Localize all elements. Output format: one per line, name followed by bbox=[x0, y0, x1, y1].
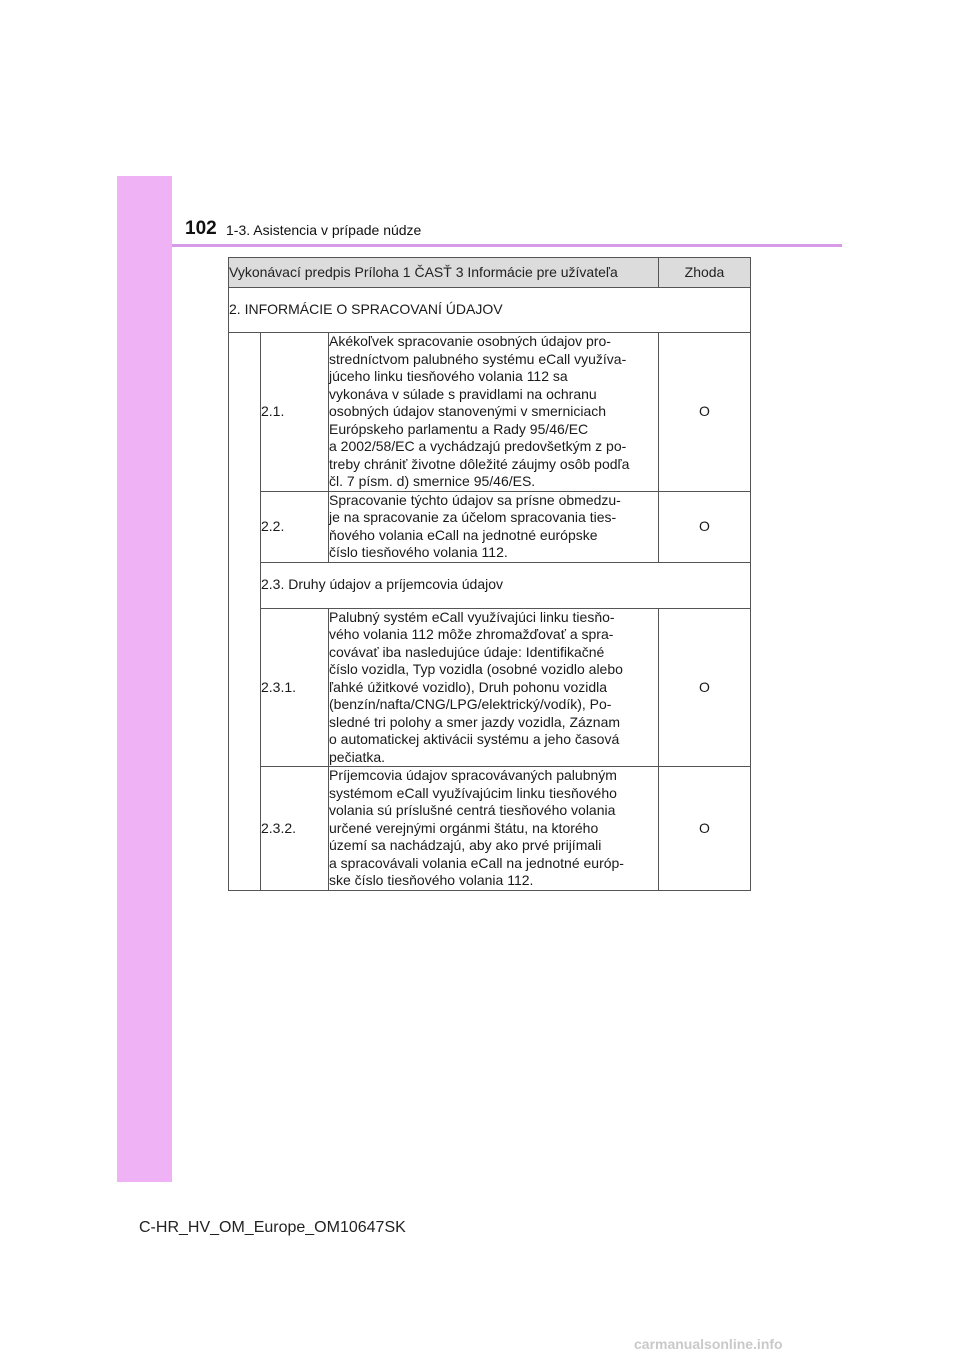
table-row bbox=[229, 333, 751, 492]
indent-cell bbox=[229, 333, 261, 891]
compliance-mark: O bbox=[659, 491, 751, 562]
column-header-requirement: Vykonávací predpis Príloha 1 ČASŤ 3 Informácie pre užívateľa bbox=[229, 258, 659, 288]
column-header-compliance: Zhoda bbox=[659, 258, 751, 288]
clause-text: Palubný systém eCall využívajúci linku tiesňo- vého volania 112 môže zhromažďovať a spra- covávať iba nasledujúce údaje: Identifikačné číslo vozidla, Typ vozidla (osobné vozidlo alebo ľahké úžitkové vozidlo), Druh pohonu vozidla (benzín/nafta/CNG/LPG/elektrický/vodík), Po- sledné tri polohy a smer jazdy vozidla, Záznam o automatickej aktivácii systému a jeho časová pečiatka. bbox=[329, 608, 659, 767]
clause-text: Príjemcovia údajov spracovávaných palubným systémom eCall využívajúcim linku tiesňového volania sú príslušné centrá tiesňového volania určené verejnými orgánmi štátu, na ktorého území sa nachádzajú, aby ako prvé prijímali a spracovávali volania eCall na jednotné európ- ske číslo tiesňového volania 112. bbox=[329, 767, 659, 891]
subsection-heading: 2.3. Druhy údajov a príjemcovia údajov bbox=[261, 562, 751, 608]
table-row bbox=[229, 767, 751, 891]
clause-number: 2.2. bbox=[261, 491, 329, 562]
section-heading: 2. INFORMÁCIE O SPRACOVANÍ ÚDAJOV bbox=[229, 288, 751, 333]
clause-number: 2.3.2. bbox=[261, 767, 329, 891]
compliance-mark: O bbox=[659, 767, 751, 891]
table-row bbox=[229, 491, 751, 562]
subsection-row bbox=[229, 562, 751, 608]
table-row bbox=[229, 608, 751, 767]
clause-number: 2.1. bbox=[261, 333, 329, 492]
table-header-row bbox=[229, 258, 751, 288]
requirements-table bbox=[228, 257, 751, 891]
section-color-bar bbox=[117, 176, 172, 1182]
section-row bbox=[229, 288, 751, 333]
clause-number: 2.3.1. bbox=[261, 608, 329, 767]
document-code: C-HR_HV_OM_Europe_OM10647SK bbox=[139, 1219, 406, 1236]
compliance-mark: O bbox=[659, 333, 751, 492]
clause-text: Akékoľvek spracovanie osobných údajov pro- stredníctvom palubného systému eCall využíva- júceho linku tiesňového volania 112 sa vykonáva v súlade s pravidlami na ochranu osobných údajov stanovenými v smerniciach Európskeho parlamentu a Rady 95/46/EC a 2002/58/EC a vychádzajú predovšetkým z po- treby chrániť životne dôležité záujmy osôb podľa čl. 7 písm. d) smernice 95/46/ES. bbox=[329, 333, 659, 492]
compliance-mark: O bbox=[659, 608, 751, 767]
page-number: 102 bbox=[185, 218, 217, 239]
watermark: carmanualsonline.info bbox=[634, 1336, 783, 1352]
header-rule bbox=[172, 244, 842, 247]
clause-text: Spracovanie týchto údajov sa prísne obmedzu- je na spracovanie za účelom spracovania ties- ňového volania eCall na jednotné európske číslo tiesňového volania 112. bbox=[329, 491, 659, 562]
section-title: 1-3. Asistencia v prípade núdze bbox=[226, 222, 422, 238]
